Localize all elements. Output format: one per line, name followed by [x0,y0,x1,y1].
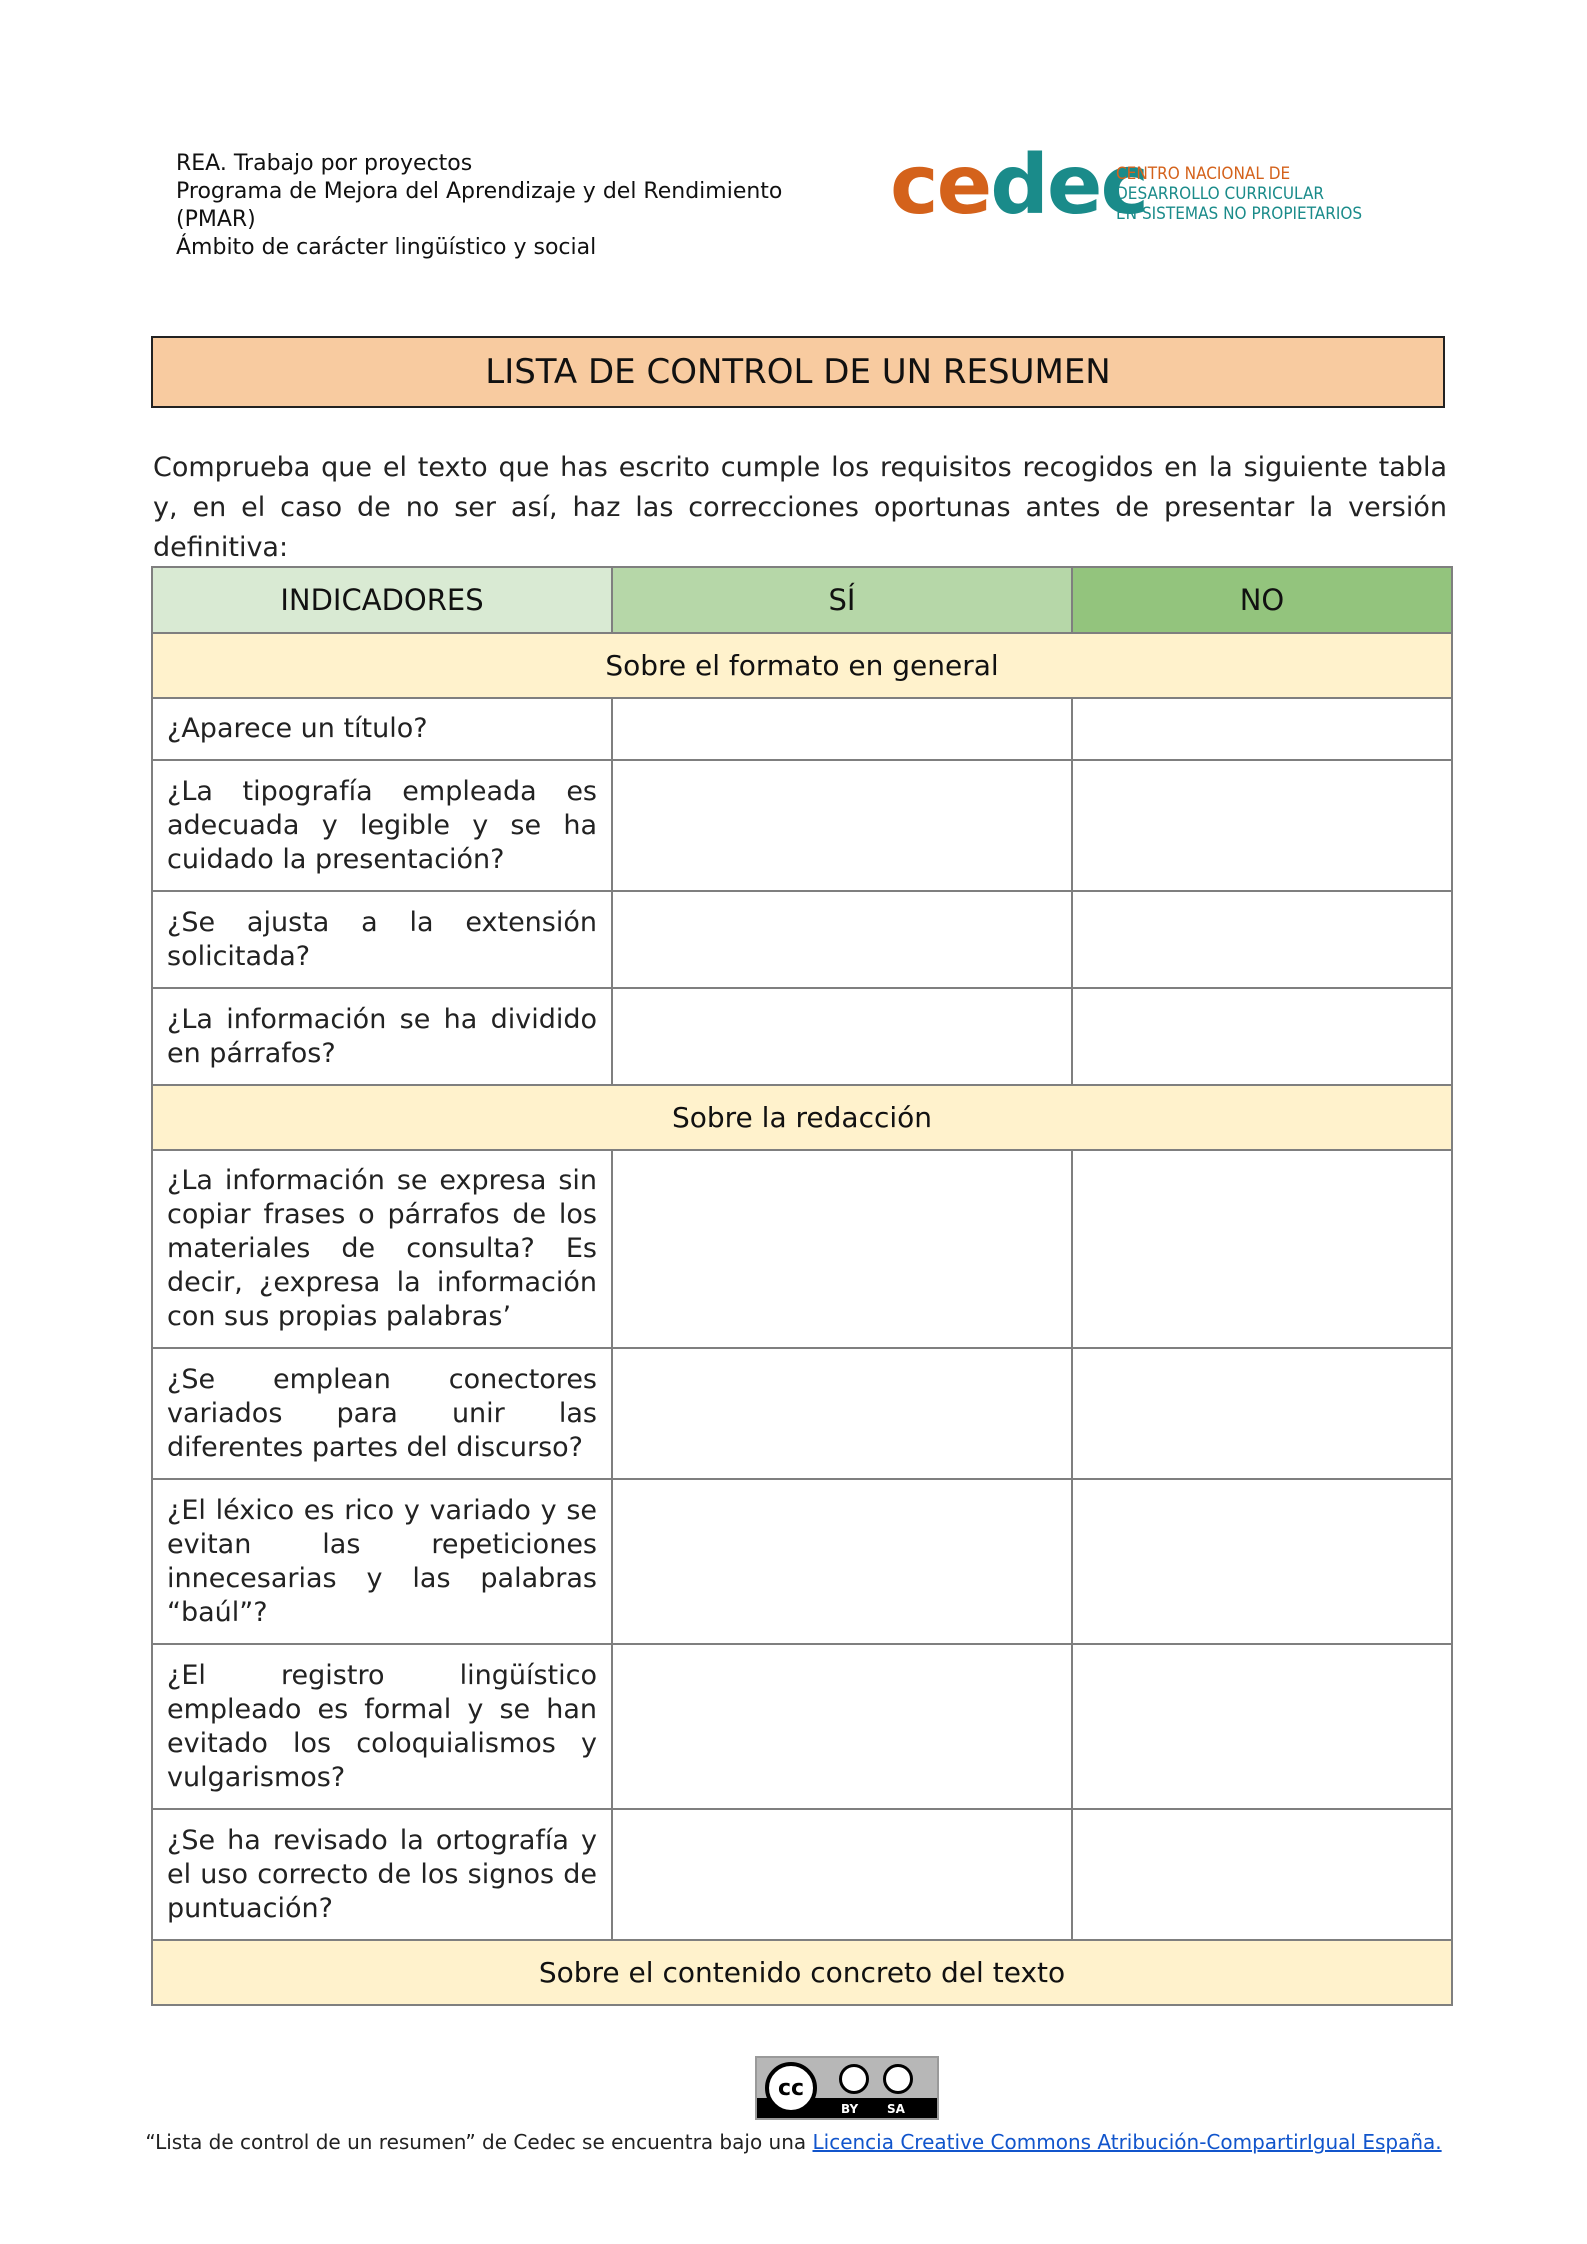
logo-tagline-line-2: DESARROLLO CURRICULAR [1116,184,1325,204]
cc-sa-label: SA [887,2102,905,2116]
table-row [152,1150,1452,1348]
header-line-acronym: (PMAR) [176,207,256,232]
header-line-area: Ámbito de carácter lingüístico y social [176,235,597,260]
section-row [152,633,1452,698]
indicator-text: ¿El léxico es rico y variado y se evitan las repeticiones innecesarias y las palabras “baúl”? [152,1479,612,1644]
logo-tagline-line-1: CENTRO NACIONAL DE [1116,164,1291,184]
si-cell[interactable] [612,1809,1072,1940]
cedec-logo [890,138,1410,233]
table-row [152,1809,1452,1940]
section-title-redaccion: Sobre la redacción [152,1085,1452,1150]
header-line-program: Programa de Mejora del Aprendizaje y del Rendimiento [176,179,783,204]
header-no: NO [1072,567,1452,633]
sa-share-alike-icon [883,2064,913,2094]
license-footer [0,2130,1587,2154]
no-cell[interactable] [1072,698,1452,760]
indicator-text: ¿Se emplean conectores variados para unir las diferentes partes del discurso? [152,1348,612,1479]
logo-word-dec: dec [990,138,1148,233]
section-row [152,1940,1452,2005]
indicator-text: ¿La información se ha dividido en párrafos? [152,988,612,1085]
si-cell[interactable] [612,988,1072,1085]
indicator-text: ¿La tipografía empleada es adecuada y legible y se ha cuidado la presentación? [152,760,612,891]
by-attribution-icon [839,2064,869,2094]
table-row [152,891,1452,988]
indicator-text: ¿Se ajusta a la extensión solicitada? [152,891,612,988]
no-cell[interactable] [1072,891,1452,988]
no-cell[interactable] [1072,1809,1452,1940]
indicator-text: ¿Se ha revisado la ortografía y el uso correcto de los signos de puntuación? [152,1809,612,1940]
no-cell[interactable] [1072,1479,1452,1644]
table-row [152,1479,1452,1644]
footer-middle: de Cedec se encuentra bajo una [475,2130,813,2154]
logo-word-ce: ce [890,138,991,233]
document-header [176,150,896,262]
no-cell[interactable] [1072,1348,1452,1479]
section-title-formato: Sobre el formato en general [152,633,1452,698]
cc-by-label: BY [841,2102,859,2116]
si-cell[interactable] [612,1348,1072,1479]
si-cell[interactable] [612,1150,1072,1348]
si-cell[interactable] [612,891,1072,988]
no-cell[interactable] [1072,1644,1452,1809]
header-line-project: REA. Trabajo por proyectos [176,151,473,176]
table-row [152,698,1452,760]
page-title: LISTA DE CONTROL DE UN RESUMEN [151,336,1445,408]
indicator-text: ¿La información se expresa sin copiar frases o párrafos de los materiales de consulta? Es decir, ¿expresa la información con sus propias palabras’ [152,1150,612,1348]
cc-icon: cc [765,2062,817,2114]
si-cell[interactable] [612,698,1072,760]
cc-license-badge [755,2056,939,2120]
indicator-text: ¿El registro lingüístico empleado es formal y se han evitado los coloquialismos y vulgarismos? [152,1644,612,1809]
table-row [152,1348,1452,1479]
no-cell[interactable] [1072,760,1452,891]
intro-paragraph: Comprueba que el texto que has escrito cumple los requisitos recogidos en la siguiente tabla y, en el caso de no ser así, haz las correcciones oportunas antes de presentar la versión definitiva: [153,452,1447,563]
no-cell[interactable] [1072,1150,1452,1348]
si-cell[interactable] [612,1644,1072,1809]
header-indicadores: INDICADORES [152,567,612,633]
license-link[interactable]: Licencia Creative Commons Atribución-CompartirIgual España. [812,2130,1442,2154]
logo-tagline [1116,164,1362,224]
footer-quote: “Lista de control de un resumen” [145,2130,476,2154]
table-row [152,760,1452,891]
table-row [152,1644,1452,1809]
no-cell[interactable] [1072,988,1452,1085]
checklist-table [151,566,1453,2006]
indicator-text: ¿Aparece un título? [152,698,612,760]
table-row [152,988,1452,1085]
table-header-row [152,567,1452,633]
logo-tagline-line-3: EN SISTEMAS NO PROPIETARIOS [1116,204,1363,224]
si-cell[interactable] [612,760,1072,891]
si-cell[interactable] [612,1479,1072,1644]
section-row [152,1085,1452,1150]
logo-wordmark [890,138,1148,233]
header-si: SÍ [612,567,1072,633]
section-title-contenido: Sobre el contenido concreto del texto [152,1940,1452,2005]
